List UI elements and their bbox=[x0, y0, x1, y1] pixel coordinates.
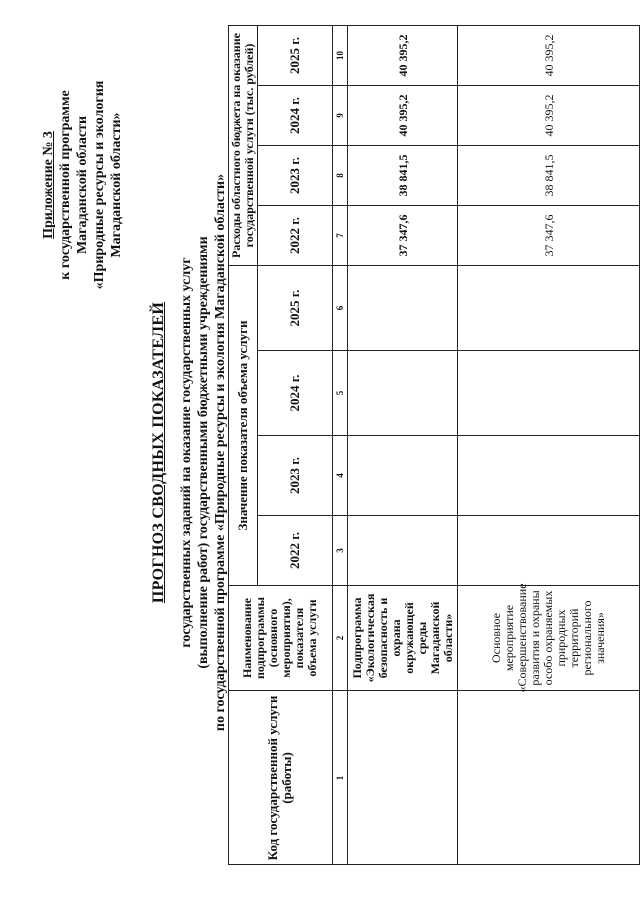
column-number: 2 bbox=[333, 585, 348, 690]
column-number: 8 bbox=[333, 145, 348, 205]
appendix-line: Магаданской области bbox=[75, 115, 90, 255]
subtitle-line: государственных заданий на оказание государственных услуг bbox=[179, 257, 194, 648]
appendix-line: к государственной программе bbox=[58, 90, 73, 280]
row-expense-2022: 37 347,6 bbox=[458, 205, 640, 265]
header-expense-group: Расходы областного бюджета на оказание государственной услуги (тыс. рублей) bbox=[228, 25, 258, 265]
header-name: Наименование подпрограммы (основного мероприятия), показателя объема услуги bbox=[228, 585, 333, 690]
row-volume-2022 bbox=[348, 515, 458, 585]
column-number: 5 bbox=[333, 350, 348, 435]
column-number: 1 bbox=[333, 690, 348, 865]
document-subtitle bbox=[178, 0, 229, 905]
header-code: Код государственной услуги (работы) bbox=[228, 690, 333, 865]
row-expense-2023: 38 841,5 bbox=[348, 145, 458, 205]
row-volume-2025 bbox=[458, 265, 640, 350]
subtitle-line: (выполнение работ) государственными бюджетными учреждениями bbox=[196, 236, 211, 669]
row-expense-2022: 37 347,6 bbox=[348, 205, 458, 265]
row-name: Основное мероприятие «Совершенствование развития и охраны особо охраняемых природных территорий регионального значения» bbox=[458, 585, 640, 690]
column-number: 7 bbox=[333, 205, 348, 265]
header-expense-2024: 2024 г. bbox=[258, 85, 333, 145]
header-expense-2023: 2023 г. bbox=[258, 145, 333, 205]
row-expense-2024: 40 395,2 bbox=[348, 85, 458, 145]
subtitle-line: по государственной программе «Природные ресурсы и экология Магаданской области» bbox=[213, 173, 228, 732]
row-expense-2025: 40 395,2 bbox=[458, 25, 640, 85]
row-volume-2025 bbox=[348, 265, 458, 350]
header-expense-2025: 2025 г. bbox=[258, 25, 333, 85]
column-number: 3 bbox=[333, 515, 348, 585]
header-volume-2025: 2025 г. bbox=[258, 265, 333, 350]
column-number: 10 bbox=[333, 25, 348, 85]
row-expense-2024: 40 395,2 bbox=[458, 85, 640, 145]
appendix-number: Приложение № 3 bbox=[41, 131, 56, 239]
row-expense-2023: 38 841,5 bbox=[458, 145, 640, 205]
appendix-line: «Природные ресурсы и экология bbox=[92, 80, 107, 290]
column-number: 6 bbox=[333, 265, 348, 350]
appendix-block bbox=[40, 0, 125, 395]
row-volume-2024 bbox=[458, 350, 640, 435]
header-volume-2022: 2022 г. bbox=[258, 515, 333, 585]
header-volume-2024: 2024 г. bbox=[258, 350, 333, 435]
header-expense-2022: 2022 г. bbox=[258, 205, 333, 265]
row-volume-2022 bbox=[458, 515, 640, 585]
row-expense-2025: 40 395,2 bbox=[348, 25, 458, 85]
row-code bbox=[348, 690, 458, 865]
header-volume-2023: 2023 г. bbox=[258, 435, 333, 515]
header-volume-group: Значение показателя объема услуги bbox=[228, 265, 258, 585]
row-code bbox=[458, 690, 640, 865]
document-title: ПРОГНОЗ СВОДНЫХ ПОКАЗАТЕЛЕЙ bbox=[150, 301, 167, 604]
column-number: 9 bbox=[333, 85, 348, 145]
appendix-line: Магаданской области» bbox=[109, 112, 124, 258]
forecast-table bbox=[228, 25, 640, 865]
row-volume-2023 bbox=[348, 435, 458, 515]
row-name: Подпрограмма «Экологическая безопасность и охрана окружающей среды Магаданской области» bbox=[348, 585, 458, 690]
row-volume-2024 bbox=[348, 350, 458, 435]
column-number: 4 bbox=[333, 435, 348, 515]
row-volume-2023 bbox=[458, 435, 640, 515]
